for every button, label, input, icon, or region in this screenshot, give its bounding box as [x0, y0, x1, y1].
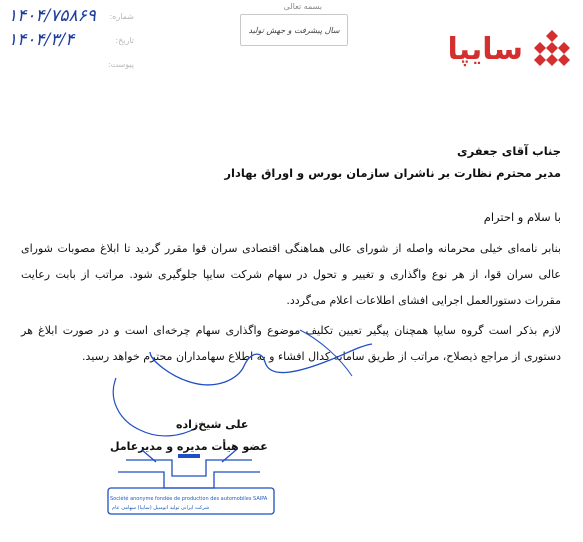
signatory-name: علی شیخ‌زاده: [176, 418, 249, 431]
stamp-text-latin: Société anonyme fondée de production des automobiles SAIPA: [110, 496, 268, 502]
slogan-calligraphy: [240, 14, 348, 46]
bismillah-text: بسمه تعالی: [283, 2, 322, 11]
stamp-text-persian: شرکت ایرانی تولید اتومبیل (سایپا) سهامی عام: [112, 505, 210, 511]
signatory-title: عضو هیأت مدیره و مدیرعامل: [110, 440, 268, 453]
body-paragraph-2: لازم بذکر است گروه سایپا همچنان پیگیر تعیین تکلیف موضوع واگذاری سهام چرخه‌ای است و در صورت ابلاغ هر دستوری از مراجع ذیصلاح، مراتب از طریق سامانه کدال افشاء و به اطلاع سهامداران محترم خواهد رسید.: [21, 324, 561, 363]
attachment-label: پیوست:: [107, 60, 134, 69]
saipa-logo-icon: [531, 28, 573, 70]
body-paragraph-1: بنابر نامه‌ای خیلی محرمانه واصله از شورای عالی هماهنگی اقتصادی سران قوا مقرر گردید تا ابلاغ مصوبات شورای عالی سران قوا، از هر نوع واگذاری و تغییر و تحول در سهام شرکت سایپا جلوگیری شود. مراتب از بابت رعایت مقررات دستورالعمل اجرایی افشای اطلاعات اعلام می‌گردد.: [21, 242, 561, 307]
slogan-text: سال پیشرفت و جهش تولید: [248, 25, 340, 35]
meta-attachment-row: [8, 54, 138, 78]
letter-meta: [8, 6, 138, 78]
date-label: تاریخ:: [115, 36, 134, 45]
meta-date-row: [8, 30, 138, 54]
greeting: با سلام و احترام: [483, 210, 561, 224]
company-logo: [447, 28, 573, 70]
number-label: شماره:: [109, 12, 134, 21]
number-value: ۱۴۰۴/۷۵۸۶۹: [8, 6, 96, 26]
recipient-name: جناب آقای جعفری: [457, 144, 561, 158]
date-value: ۱۴۰۴/۳/۴: [8, 30, 75, 50]
recipient-block: [21, 140, 561, 184]
recipient-title: مدیر محترم نظارت بر ناشران سازمان بورس و اوراق بهادار: [224, 166, 561, 180]
meta-number-row: [8, 6, 138, 30]
company-name: سایپا: [447, 31, 523, 67]
